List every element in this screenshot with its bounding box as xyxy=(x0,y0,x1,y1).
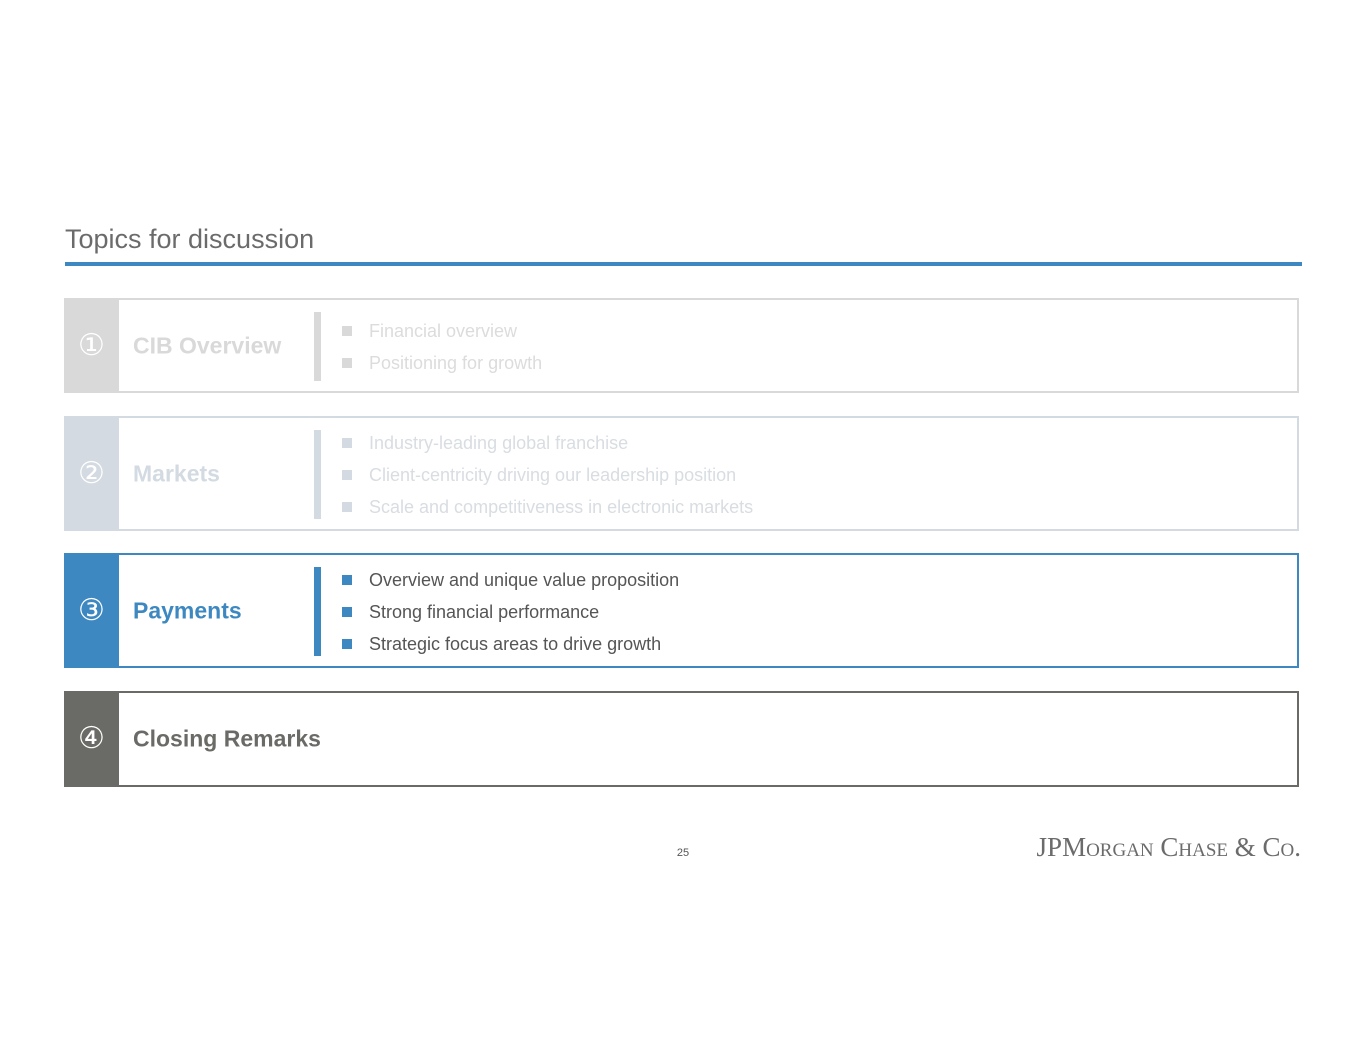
topic-number-block xyxy=(64,553,119,668)
circled-number-two-icon: ② xyxy=(78,455,105,491)
topic-label: Closing Remarks xyxy=(133,725,321,752)
topic-divider-bar xyxy=(314,567,321,656)
topic-markets xyxy=(64,416,1299,531)
topic-divider-bar xyxy=(314,430,321,519)
circled-number-three-icon: ③ xyxy=(78,592,105,628)
bullet-item xyxy=(342,491,753,523)
square-bullet-icon xyxy=(342,358,352,368)
topic-number-block xyxy=(64,416,119,531)
square-bullet-icon xyxy=(342,326,352,336)
page-title: Topics for discussion xyxy=(65,224,315,254)
bullet-text: Industry-leading global franchise xyxy=(369,433,629,453)
square-bullet-icon xyxy=(342,502,352,512)
topic-label: Payments xyxy=(133,597,242,623)
square-bullet-icon xyxy=(342,607,352,617)
topic-payments xyxy=(64,553,1299,668)
bullet-text: Positioning for growth xyxy=(369,353,543,373)
bullet-item xyxy=(342,427,753,459)
bullet-text: Strategic focus areas to drive growth xyxy=(369,634,662,654)
topic-cib-overview xyxy=(64,298,1299,393)
circled-number-four-icon: ④ xyxy=(78,721,105,756)
page-number: 25 xyxy=(676,847,690,859)
bullet-item xyxy=(342,564,679,596)
bullet-item xyxy=(342,596,679,628)
square-bullet-icon xyxy=(342,575,352,585)
topic-label: Markets xyxy=(133,460,220,486)
company-logo: JPMorgan Chase & Co. xyxy=(1036,832,1301,862)
topic-closing-remarks xyxy=(64,691,1299,787)
topic-bullet-list xyxy=(342,427,753,523)
square-bullet-icon xyxy=(342,438,352,448)
bullet-text: Strong financial performance xyxy=(369,602,600,622)
bullet-item xyxy=(342,315,542,347)
topic-number-block xyxy=(64,298,119,393)
bullet-item xyxy=(342,459,753,491)
bullet-text: Client-centricity driving our leadership position xyxy=(369,465,737,485)
title-divider xyxy=(65,262,1302,266)
topic-bullet-list xyxy=(342,564,679,660)
bullet-text: Overview and unique value proposition xyxy=(369,570,680,590)
square-bullet-icon xyxy=(342,470,352,480)
topic-label: CIB Overview xyxy=(133,332,282,358)
bullet-text: Financial overview xyxy=(369,321,518,341)
bullet-item xyxy=(342,347,542,379)
topic-number-block xyxy=(64,691,119,787)
bullet-item xyxy=(342,628,679,660)
topic-bullet-list xyxy=(342,315,542,379)
topic-divider-bar xyxy=(314,312,321,381)
bullet-text: Scale and competitiveness in electronic markets xyxy=(369,497,754,517)
circled-number-one-icon: ① xyxy=(78,327,105,363)
square-bullet-icon xyxy=(342,639,352,649)
